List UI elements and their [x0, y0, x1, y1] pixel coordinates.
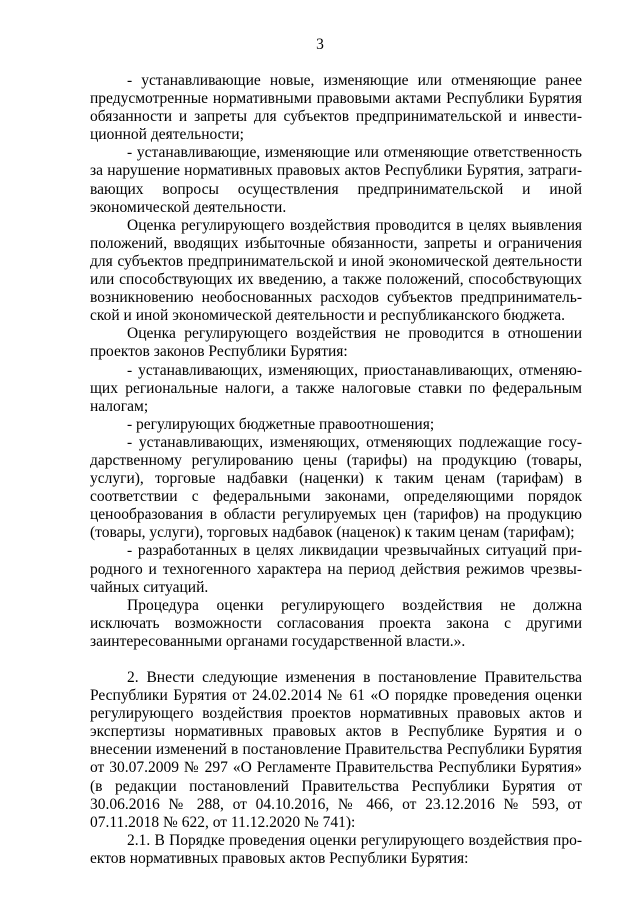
- paragraph-assessment-exemptions-intro: Оценка регулирующего воздействия не проводится в отношении проектов законов Республики Бурятия:: [90, 325, 582, 361]
- paragraph-procedure-note: Процедура оценки регулирующего воздействия не должна исключать возможности согласования проекта закона с другими заинтересованными органами государственной власти.».: [90, 596, 582, 650]
- paragraph-obligations-list-item: - устанавливающие новые, изменяющие или отменяющие ранее предусмотренные нормативными правовыми актами Республики Бурятия обязанности и запреты для субъектов предпринимательской и инвестиционной деятельности;: [90, 72, 582, 144]
- paragraph-section-2-1: 2.1. В Порядке проведения оценки регулирующего воздействия проектов нормативных правовых актов Республики Бурятия:: [90, 831, 582, 867]
- paragraph-assessment-purpose: Оценка регулирующего воздействия проводится в целях выявления положений, вводящих избыточные обязанности, запреты и ограничения для субъектов предпринимательской и иной экономической деятельности или способствующих их введению, а также положений, способствующих возникновению необоснованных расходов субъектов предпринимательской и иной экономической деятельности и республиканского бюджета.: [90, 216, 582, 325]
- paragraph-section-2: 2. Внести следующие изменения в постановление Правительства Республики Бурятия от 24.02.2014 № 61 «О порядке проведения оценки регулирующего воздействия проектов нормативных правовых актов и экспертизы нормативных правовых актов в Республике Бурятия и о внесении изменений в постановление Правительства Республики Бурятия от 30.07.2009 № 297 «О Регламенте Правительства Республики Бурятия» (в редакции постановлений Правительства Республики Бурятия от 30.06.2016 № 288, от 04.10.2016, № 466, от 23.12.2016 № 593, от 07.11.2018 № 622, от 11.12.2020 № 741):: [90, 669, 582, 831]
- section-spacer: [90, 651, 582, 669]
- paragraph-budget-list-item: - регулирующих бюджетные правоотношения;: [127, 415, 435, 433]
- paragraph-emergency-list-item: - разработанных в целях ликвидации чрезвычайных ситуаций природного и техногенного характера на период действия режимов чрезвычайных ситуаций.: [90, 542, 582, 596]
- paragraph-prices-list-item: - устанавливающих, изменяющих, отменяющих подлежащие государственному регулированию цены (тарифы) на продукцию (товары, услуги), торговые надбавки (наценки) к таким ценам (тарифам) в соответствии с федеральными законами, определяющими порядок ценообразования в области регулируемых цен (тарифов) на продукцию (товары, услуги), торговых надбавок (наценок) к таким ценам (тарифам);: [90, 433, 582, 542]
- document-body: [90, 72, 582, 868]
- page-number: 3: [316, 36, 324, 53]
- paragraph-taxes-list-item: - устанавливающих, изменяющих, приостанавливающих, отменяющих региональные налоги, а также налоговые ставки по федеральным налогам;: [90, 361, 582, 415]
- paragraph-liability-list-item: - устанавливающие, изменяющие или отменяющие ответственность за нарушение нормативных правовых актов Республики Бурятия, затрагивающих вопросы осуществления предпринимательской и иной экономической деятельности.: [90, 144, 582, 216]
